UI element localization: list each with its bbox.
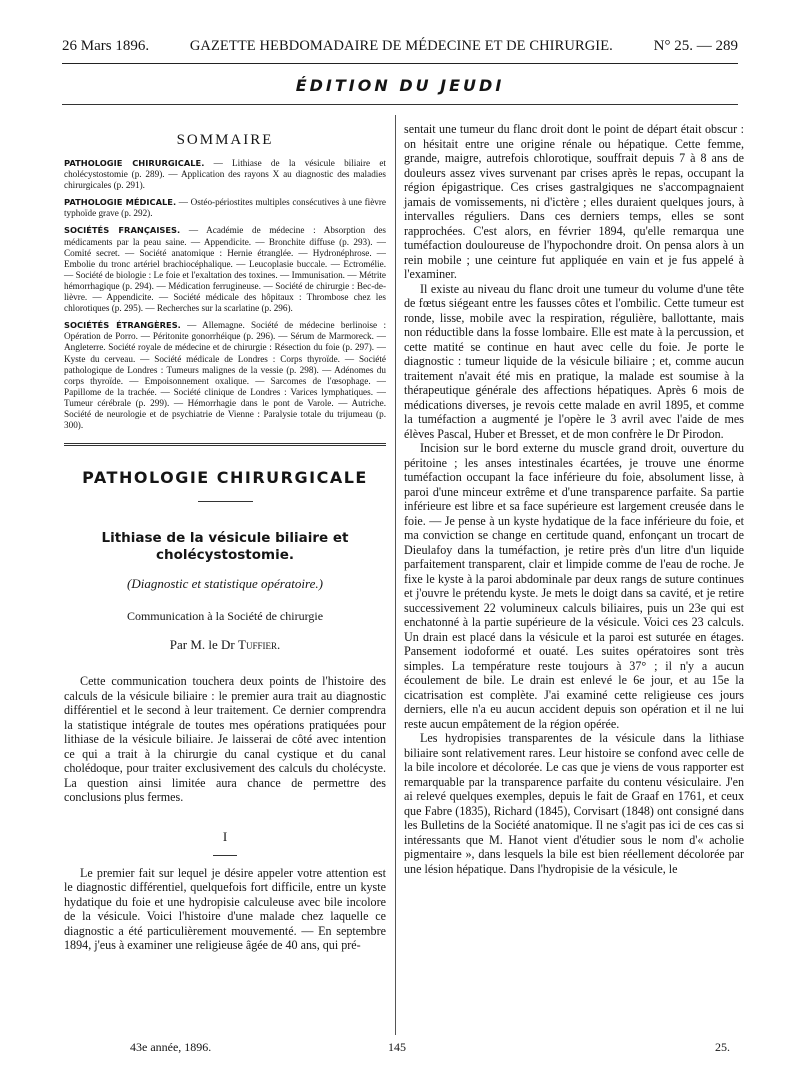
footer-page-number: 145	[388, 1040, 406, 1054]
journal-title: GAZETTE HEBDOMADAIRE DE MÉDECINE ET DE CHIRURGIE.	[189, 38, 613, 54]
body-paragraph: sentait une tumeur du flanc droit dont le point de départ était obscur : on hésitait entre une origine rénale ou hépatique. Cette femme, grande, maigre, autrefois chlorotique, souffrait depuis 7 à 8 ans de douleurs assez vives survenant par crises après le repas, occupant la région épigastrique. Ces crises gastralgiques ne s'accompagnaient jamais de vomissements, ni d'ictère ; elles duraient quelques jours, à intervalles réguliers. Dans ces derniers temps, elles se sont rapprochées. C'est alors, en février 1894, qu'elle remarqua une tuméfaction douloureuse de l'hypochondre droit. On pensa alors à un rein mobile ; une ceinture fut appliquée en vain et je fus appelé à l'examiner.	[404, 122, 744, 281]
body-paragraph: Incision sur le bord externe du muscle grand droit, ouverture du péritoine ; les anses intestinales écartées, je trouve une énorme tuméfaction occupant la face inférieure du foie, absolument lisse, à paroi d'une minceur extrême et d'une transparence parfaite. Sa partie inférieure est libre et sa face supérieure est largement creusée dans le foie. — Je pense à un kyste hydatique de la face inférieure du foie, et ma conviction se change en certitude quand, enfonçant un trocart de Dieulafoy dans la tuméfaction, je retire près d'un litre d'un liquide parfaitement transparent, clair et limpide comme de l'eau de roche. Je fixe le kyste à la paroi abdominale par deux rangs de suture continues et j'ouvre le prétendu kyste. Je mets le doigt dans sa cavité, et je retire successivement 22 volumineux calculs biliaires, puis un 23e qui est enchatonné à la partie supérieure de la vésicule. Voici ces 23 calculs. Un drain est placé dans la vésicule et la paroi est suturée en étages. Pansement iodoformé et ouaté. Les suites opératoires sont très simples. La température reste toujours à 37° ; il n'y a aucun écoulement de bile. Le drain est enlevé le 6e jour, et au 15e la cicatrisation est complète. J'ai examiné cette religieuse ces jours derniers, elle n'a eu aucun accident depuis son opération et il ne lui reste aucun empâtement de la région opérée.	[404, 441, 744, 731]
sommaire-heading: PATHOLOGIE CHIRURGICALE.	[64, 158, 205, 168]
sommaire-text: — Lithiase de la vésicule biliaire et cholécystostomie (p. 289). — Application des rayons X au diagnostic des maladies chirurgicales (p. 291).	[64, 158, 386, 191]
edition-banner: ÉDITION DU JEUDI	[295, 76, 505, 95]
column-divider	[395, 115, 396, 1035]
sommaire-heading: SOCIÉTÉS FRANÇAISES.	[64, 225, 181, 236]
sommaire-entry	[64, 197, 386, 219]
sommaire-text: — Allemagne. Société de médecine berlinoise : Opération de Porro. — Péritonite gonorrhéique (p. 296). — Sérum de Marmoreck. — Angleterre. Société royale de médecine et de chirurgie : Résection du foie (p. 297). — Kyste du cerveau. — Société médicale de Londres : Corps thyroïde. — Société pathologique de Londres : Tumeurs malignes de la vessie (p. 298). — Adénomes du corps thyroïde. — Empoisonnement oxalique. — Sarcomes de l'œsophage. — Papillome de la trachée. — Société clinique de Londres : Varices lymphatiques. — Tumeur cérébrale (p. 299). — Hémorrhagie dans le pont de Varole. — Autriche. Société de neurologie et de psychiatrie de Vienne : Paralysie totale du trijumeau (p. 300).	[64, 320, 386, 431]
title-rule	[198, 501, 253, 502]
footer-issue: 25.	[715, 1040, 730, 1054]
sommaire-entry	[64, 225, 386, 314]
sommaire-text: — Académie de médecine : Absorption des médicaments par la peau saine. — Appendicite. — Bronchite diffuse (p. 293). — Comité secret. — Société anatomique : Hernie étranglée. — Hydronéphrose. — Embolie du tronc artériel brachiocéphalique. — Leucoplasie buccale. — Ectromélie. — Société de biologie : Le foie et l'exaltation des toxines. — Immunisation. — Métrite hémorrhagique (p. 294). — Médication ferrugineuse. — Société de chirurgie : Bec-de-lièvre. — Appendicite. — Société médicale des hôpitaux : Thrombose chez les chlorotiques (p. 295). — Recherches sur la scarlatine (p. 296).	[64, 225, 386, 314]
author-line	[64, 637, 386, 653]
body-paragraph: Les hydropisies transparentes de la vésicule dans la lithiase biliaire sont relativement rares. Leur histoire se confond avec celle de la bile incolore et décolorée. Le cas que je viens de vous rapporter est remarquable par la transparence parfaite du contenu vésiculaire. J'en ai relevé quelques exemples, depuis le fait de Graaf en 1761, et ceux que Fabre (1835), Richard (1845), Corvisart (1848) ont consigné dans les Bulletins de la Société anatomique. Il ne s'agit pas ici de ces cas si intéressants que M. Hanot vient d'étudier sous le nom d'« acholie pigmentaire », dans lesquels la bile est bien réellement décolorée par une lésion hépatique. Dans l'hydropisie de la vésicule, le	[404, 731, 744, 876]
right-column	[404, 122, 744, 876]
sommaire-entry	[64, 158, 386, 191]
section-separator	[64, 443, 386, 446]
sommaire-heading: SOCIÉTÉS ÉTRANGÈRES.	[64, 320, 181, 331]
section-title: PATHOLOGIE CHIRURGICALE	[82, 468, 368, 488]
edition-rule	[62, 104, 738, 105]
page-footer	[130, 1040, 730, 1055]
article-subtitle: (Diagnostic et statistique opératoire.)	[127, 576, 323, 592]
header-date: 26 Mars 1896.	[62, 38, 150, 54]
right-column-text	[404, 122, 744, 876]
part-rule	[213, 855, 237, 856]
intro-paragraph: Cette communication touchera deux points de l'histoire des calculs de la vésicule biliaire : le premier aura trait au diagnostic différentiel et le second à leur traitement. Ce dernier comprendra la statistique intégrale de toutes mes opérations pratiquées pour lithiase de la vésicule biliaire. Je laisserai de côté avec intention ce qui a trait à la chirurgie du canal cystique et du canal cholédoque, pour traiter exclusivement des calculs du cholécyste. La question ainsi limitée aura chance de permettre des conclusions plus fermes.	[64, 674, 386, 805]
sommaire-title: SOMMAIRE	[176, 132, 274, 148]
author-prefix: Par M. le Dr	[169, 637, 239, 653]
article-title: Lithiase de la vésicule biliaire et cholécystostomie.	[101, 530, 349, 564]
header-rule	[62, 63, 738, 64]
issue-page-number: N° 25. — 289	[653, 38, 738, 54]
part-number: I	[222, 828, 228, 844]
body-paragraph: Il existe au niveau du flanc droit une tumeur du volume d'une tête de fœtus siégeant entre les fausses côtes et l'ombilic. Cette tumeur est ronde, lisse, mobile avec la respiration, régulière, ballottante, mais non réductible dans la fosse lombaire. Elle est mate à la percussion, et cette matité se continue en haut avec celle du foie. Je porte le diagnostic : tumeur liquide de la vésicule biliaire ; et, comme aucun traitement n'avait été mis en pratique, la malade est soumise à la thérapeutique générale des affections hépatiques. Après 6 mois de médications diverses, je revois cette malade en avril 1895, et comme la tuméfaction a augmenté je l'opère le 3 avril avec l'aide de mes élèves Pascal, Huber et Bresset, et de mon confrère le Dr Pirodon.	[404, 281, 744, 441]
article-intro	[64, 674, 386, 805]
left-column	[64, 132, 386, 953]
article-part-one	[64, 866, 386, 953]
page-header	[62, 38, 738, 55]
sommaire-entry	[64, 320, 386, 431]
sommaire-text: — Ostéo-périostites multiples consécutives à une fièvre typhoïde grave (p. 292).	[64, 197, 386, 219]
author-name: Tuffier.	[238, 637, 281, 653]
footer-volume: 43e année, 1896.	[130, 1040, 212, 1054]
communication-line: Communication à la Société de chirurgie	[126, 609, 324, 624]
sommaire-heading: PATHOLOGIE MÉDICALE.	[64, 197, 177, 208]
part-one-paragraph: Le premier fait sur lequel je désire appeler votre attention est le diagnostic différentiel, quelquefois fort difficile, entre un kyste hydatique du foie et une hydropisie calculeuse avec bile incolore de la vésicule. Voici l'histoire d'une malade chez laquelle ce diagnostic a été particulièrement mouvementé. — En septembre 1894, j'eus à examiner une religieuse âgée de 40 ans, qui pré-	[64, 865, 386, 953]
